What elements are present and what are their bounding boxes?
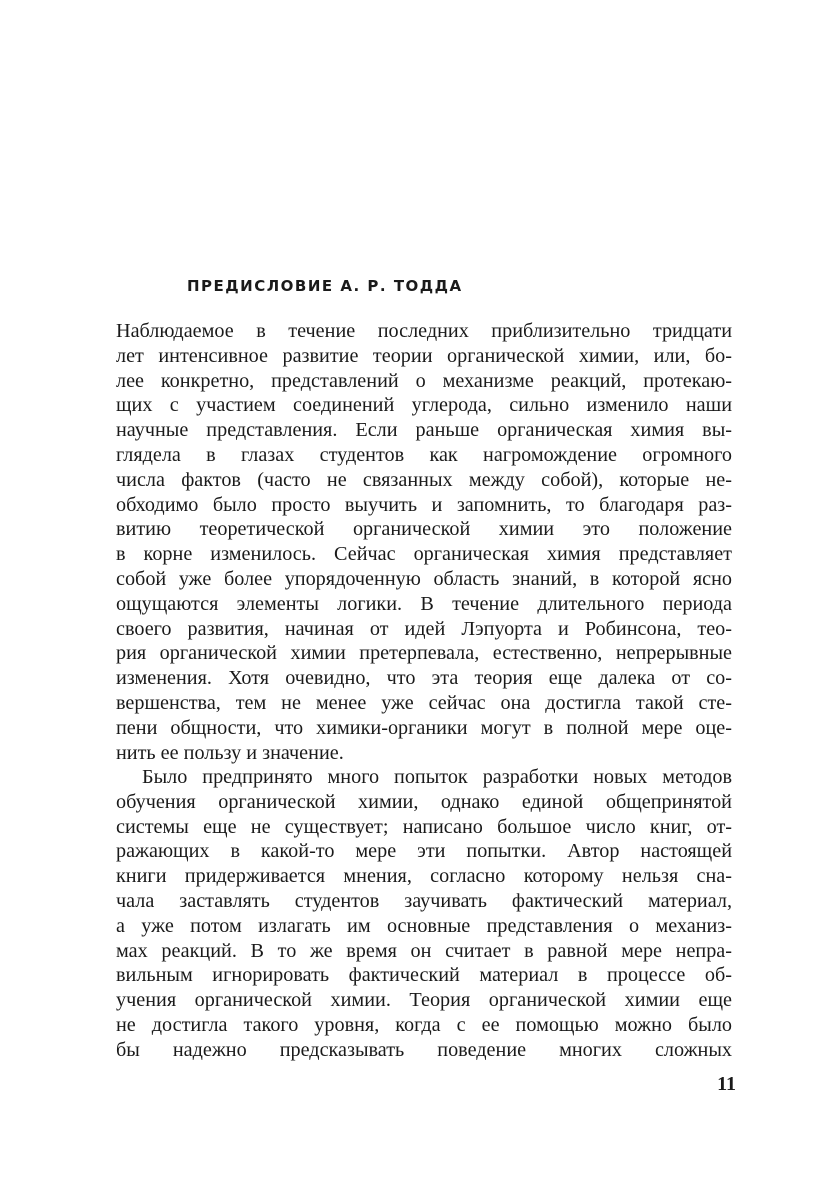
text-line: а уже потом излагать им основные представления о механиз- — [116, 914, 732, 937]
text-line: вершенства, тем не менее уже сейчас она достигла такой сте- — [116, 691, 732, 714]
text-line: обходимо было просто выучить и запомнить, то благодаря раз- — [116, 493, 732, 516]
text-line: лет интенсивное развитие теории органической химии, или, бо- — [116, 344, 732, 367]
text-line: чала заставлять студентов заучивать фактический материал, — [116, 889, 732, 912]
text-line: мах реакций. В то же время он считает в равной мере непра- — [116, 939, 732, 962]
text-line: нить ее пользу и значение. — [116, 741, 344, 764]
text-line: числа фактов (часто не связанных между собой), которые не- — [116, 468, 732, 491]
page-number: 11 — [717, 1073, 736, 1095]
text-line: бы надежно предсказывать поведение многих сложных — [116, 1038, 732, 1061]
text-line: щих с участием соединений углерода, сильно изменило наши — [116, 394, 732, 417]
text-line: лее конкретно, представлений о механизме реакций, протекаю- — [116, 369, 732, 392]
text-line: обучения органической химии, однако единой общепринятой — [116, 790, 732, 813]
text-line: рия органической химии претерпевала, естественно, непрерывные — [116, 642, 732, 665]
text-line: системы еще не существует; написано большое число книг, от- — [116, 815, 732, 838]
text-line: изменения. Хотя очевидно, что эта теория еще далека от со- — [116, 667, 732, 690]
text-line: собой уже более упорядоченную область знаний, в которой ясно — [116, 567, 732, 590]
text-line: не достигла такого уровня, когда с ее помощью можно было — [116, 1013, 732, 1036]
text-line: в корне изменилось. Сейчас органическая химия представляет — [116, 543, 732, 566]
text-line: вильным игнорировать фактический материал в процессе об- — [116, 964, 732, 987]
paragraph-1 — [116, 319, 732, 765]
text-line: глядела в глазах студентов как нагромождение огромного — [116, 443, 732, 466]
text-line: своего развития, начиная от идей Лэпуорта и Робинсона, тео- — [116, 617, 732, 640]
text-line: научные представления. Если раньше органическая химия вы- — [116, 419, 732, 442]
chapter-heading: ПРЕДИСЛОВИЕ А. Р. ТОДДА — [187, 277, 463, 295]
text-line: книги придерживается мнения, согласно которому нельзя сна- — [116, 865, 732, 888]
paragraph-2 — [116, 765, 732, 1063]
text-line: витию теоретической органической химии это положение — [116, 518, 732, 541]
text-line: пени общности, что химики-органики могут в полной мере оце- — [116, 716, 732, 739]
text-line: ощущаются элементы логики. В течение длительного периода — [116, 592, 732, 615]
text-line: Наблюдаемое в течение последних приблизительно тридцати — [116, 320, 732, 342]
text-line: ражающих в какой-то мере эти попытки. Автор настоящей — [116, 840, 732, 863]
text-line: Было предпринято много попыток разработки новых методов — [142, 766, 732, 788]
text-line: учения органической химии. Теория органической химии еще — [116, 989, 732, 1012]
